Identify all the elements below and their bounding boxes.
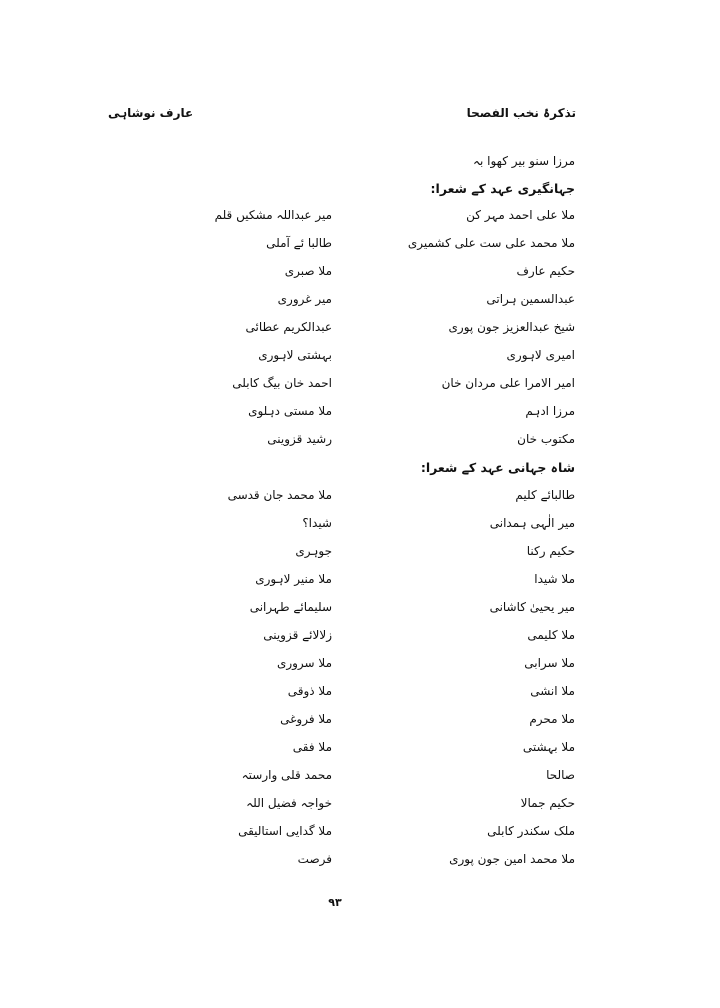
list-item: ملا سروری (276, 656, 332, 670)
list-item: سلیمائے طہرانی (249, 600, 332, 614)
list-item: ملا منیر لاہوری (255, 572, 332, 586)
list-item: عبدالکریم عطائی (245, 320, 332, 334)
list-item: حکیم عارف (516, 264, 575, 278)
list-item: ملا شیدا (534, 572, 575, 586)
list-item: طالبائے کلیم (515, 488, 575, 502)
list-item: ملا محرم (529, 712, 575, 726)
list-item: محمد قلی وارستہ (241, 768, 332, 782)
list-item: ملا انشی (530, 684, 575, 698)
list-item: ملا بہشتی (522, 740, 575, 754)
list-item: امیری لاہوری (506, 348, 575, 362)
list-item: شیدا؟ (302, 516, 332, 530)
list-item: ملا مستی دہلوی (248, 404, 332, 418)
list-item: رشید قزوینی (267, 432, 332, 446)
list-item: خواجہ فضیل اللہ (246, 796, 332, 810)
list-item: مکتوب خان (517, 432, 575, 446)
list-item: میر غروری (277, 292, 332, 306)
list-item: احمد خان بیگ کابلی (232, 376, 332, 390)
list-item: عبدالسمین ہراتی (486, 292, 575, 306)
list-item: ملا ذوقی (287, 684, 332, 698)
list-item: ملک سکندر کابلی (487, 824, 575, 838)
list-item: امیر الامرا علی مردان خان (441, 376, 575, 390)
running-header-title: تذکرۂ نخب الفصحا (466, 106, 576, 120)
section2-title: شاہ جہانی عہد کے شعرا: (420, 460, 575, 475)
list-item: مرزا ادہم (525, 404, 575, 418)
running-header-author: عارف نوشاہی (108, 106, 194, 120)
list-item: ملا صبری (284, 264, 332, 278)
list-item: میر عبداللہ مشکیں قلم (214, 208, 332, 222)
page-number: ۹۳ (328, 896, 342, 909)
list-item: زلالائے قزوینی (263, 628, 332, 642)
list-item: ملا سرابی (524, 656, 575, 670)
list-item: طالبا ئے آملی (266, 236, 332, 250)
list-item: شیخ عبدالعزیز جون پوری (448, 320, 575, 334)
section1-title: جہانگیری عہد کے شعرا: (430, 181, 575, 196)
list-item: ملا محمد علی ست علی کشمیری (407, 236, 575, 250)
list-item: ملا فقی (292, 740, 332, 754)
list-item: ملا محمد جان قدسی (227, 488, 332, 502)
list-item: بہشتی لاہوری (258, 348, 332, 362)
list-item: ملا گدایی استالیقی (238, 824, 332, 838)
list-item: حکیم رکنا (526, 544, 575, 558)
list-item: ملا محمد امین جون پوری (449, 852, 575, 866)
list-item: میر الٰہی ہمدانی (489, 516, 575, 530)
list-item: ملا فروغی (280, 712, 332, 726)
list-item: صالحا (546, 768, 575, 782)
list-item: حکیم جمالا (520, 796, 575, 810)
list-item: فرصت (297, 852, 332, 866)
intro-line: مرزا سنو بیر کھوا بہ (472, 154, 575, 168)
list-item: ملا علی احمد مہر کن (466, 208, 575, 222)
list-item: جوہری (295, 544, 332, 558)
list-item: ملا کلیمی (527, 628, 575, 642)
list-item: میر یحییٰ کاشانی (489, 600, 575, 614)
